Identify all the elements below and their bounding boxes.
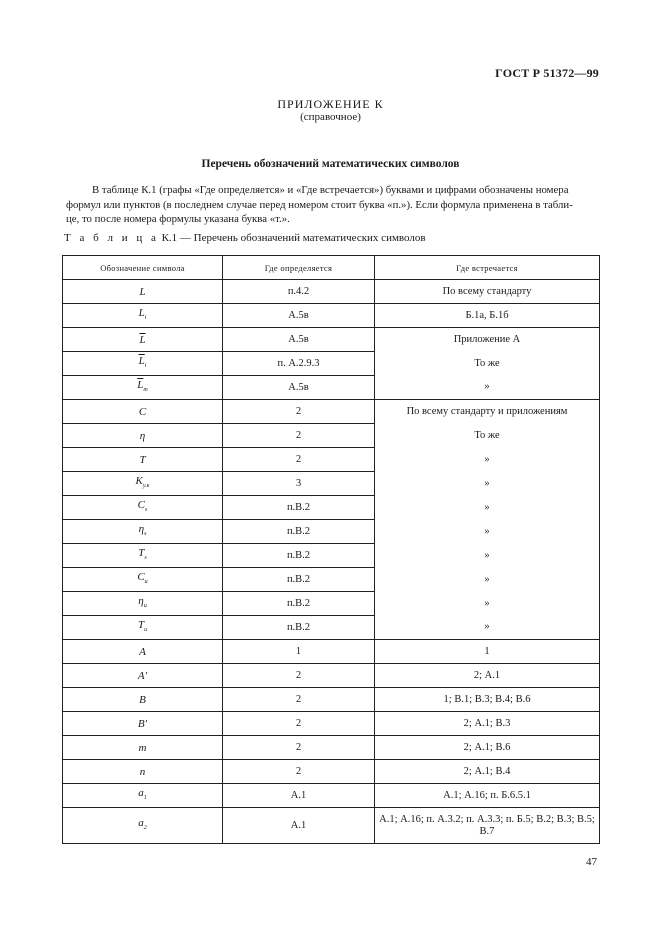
table-row bbox=[63, 568, 600, 592]
symbol-letter: η bbox=[139, 429, 146, 442]
symbol-letter: $\overline{L}$ bbox=[139, 333, 146, 346]
cell-defined: А.1 bbox=[223, 784, 375, 808]
cell-used: По всему стандарту и приложениям bbox=[375, 400, 600, 424]
symbol-letter: T bbox=[138, 547, 145, 559]
cell-defined: 2 bbox=[223, 424, 375, 448]
cell-used: А.1; А.16; п. Б.6.5.1 bbox=[375, 784, 600, 808]
section-title: Перечень обозначений математических символов bbox=[201, 158, 460, 170]
cell-symbol bbox=[63, 520, 223, 544]
cell-used: 2; А.1; В.6 bbox=[375, 736, 600, 760]
symbol-letter: $\overline{L}$ bbox=[137, 379, 144, 391]
cell-defined: А.5в bbox=[223, 328, 375, 352]
table-row bbox=[63, 640, 600, 664]
cell-symbol bbox=[63, 736, 223, 760]
cell-defined: п.В.2 bbox=[223, 616, 375, 640]
cell-symbol bbox=[63, 592, 223, 616]
cell-used: » bbox=[375, 616, 600, 640]
symbol-letter: C bbox=[137, 571, 145, 583]
cell-defined: 2 bbox=[223, 664, 375, 688]
symbol-subscript: i bbox=[144, 315, 147, 321]
symbol-letter: B′ bbox=[137, 717, 148, 730]
cell-symbol bbox=[63, 808, 223, 844]
cell-used: А.1; А.16; п. А.3.2; п. А.3.3; п. Б.5; В.2; В.3; В.5; В.7 bbox=[375, 808, 600, 844]
symbol-subscript: u bbox=[144, 627, 148, 633]
symbols-table bbox=[62, 255, 600, 844]
standard-header: ГОСТ Р 51372—99 bbox=[495, 66, 599, 80]
cell-symbol bbox=[63, 472, 223, 496]
symbol-subscript: s bbox=[145, 507, 148, 513]
paragraph-line: це, то после номера формулы указана буква «т.». bbox=[66, 213, 290, 225]
column-header-used: Где встречается bbox=[375, 256, 600, 280]
table-row bbox=[63, 400, 600, 424]
page-number: 47 bbox=[586, 856, 597, 868]
cell-symbol bbox=[63, 304, 223, 328]
symbol-subscript: у.к bbox=[142, 483, 150, 489]
cell-symbol bbox=[63, 496, 223, 520]
cell-used: » bbox=[375, 472, 600, 496]
cell-defined: п.В.2 bbox=[223, 520, 375, 544]
cell-defined: 2 bbox=[223, 448, 375, 472]
symbol-subscript: i bbox=[144, 363, 147, 369]
table-caption-prefix: Т а б л и ц а bbox=[64, 232, 159, 244]
cell-used: » bbox=[375, 568, 600, 592]
cell-symbol bbox=[63, 640, 223, 664]
cell-defined: 2 bbox=[223, 736, 375, 760]
table-row bbox=[63, 352, 600, 376]
symbol-letter: L bbox=[139, 285, 146, 298]
table-row bbox=[63, 760, 600, 784]
cell-defined: п.В.2 bbox=[223, 592, 375, 616]
table-row bbox=[63, 376, 600, 400]
table-caption-text: К.1 — Перечень обозначений математических символов bbox=[158, 232, 426, 244]
cell-symbol bbox=[63, 280, 223, 304]
symbol-subscript: s bbox=[144, 555, 147, 561]
cell-used: То же bbox=[375, 424, 600, 448]
cell-symbol bbox=[63, 544, 223, 568]
symbol-letter: C bbox=[138, 405, 147, 418]
cell-symbol bbox=[63, 376, 223, 400]
table-row bbox=[63, 808, 600, 844]
table-row bbox=[63, 520, 600, 544]
symbol-letter: L bbox=[138, 307, 145, 319]
table-row bbox=[63, 592, 600, 616]
cell-symbol bbox=[63, 688, 223, 712]
symbol-letter: η bbox=[138, 595, 144, 607]
symbol-letter: T bbox=[137, 619, 145, 631]
cell-defined: А.5в bbox=[223, 376, 375, 400]
cell-defined: А.5в bbox=[223, 304, 375, 328]
table-row bbox=[63, 304, 600, 328]
table-row bbox=[63, 424, 600, 448]
cell-used: 2; А.1; В.3 bbox=[375, 712, 600, 736]
cell-symbol bbox=[63, 760, 223, 784]
column-header-symbol: Обозначение символа bbox=[63, 256, 223, 280]
paragraph-line: формул или пунктов (в последнем случае перед номером стоит буква «п.»). Если формула применена в табли- bbox=[66, 198, 573, 211]
cell-used: 1; В.1; В.3; В.4; В.6 bbox=[375, 688, 600, 712]
cell-symbol bbox=[63, 616, 223, 640]
table-row bbox=[63, 712, 600, 736]
cell-symbol bbox=[63, 352, 223, 376]
cell-defined: п.В.2 bbox=[223, 568, 375, 592]
cell-used: » bbox=[375, 376, 600, 400]
cell-symbol bbox=[63, 784, 223, 808]
cell-defined: 2 bbox=[223, 760, 375, 784]
table-row bbox=[63, 736, 600, 760]
symbol-letter: A′ bbox=[137, 669, 148, 682]
symbol-subscript: 1 bbox=[143, 795, 147, 801]
symbol-letter: a bbox=[138, 787, 144, 799]
symbol-letter: B bbox=[139, 693, 146, 706]
appendix-title: ПРИЛОЖЕНИЕ К bbox=[277, 97, 384, 111]
table-row bbox=[63, 616, 600, 640]
symbol-letter: T bbox=[139, 453, 146, 466]
symbol-letter: K bbox=[135, 475, 143, 487]
table-row bbox=[63, 544, 600, 568]
cell-defined: 2 bbox=[223, 712, 375, 736]
cell-used: » bbox=[375, 592, 600, 616]
cell-defined: 2 bbox=[223, 688, 375, 712]
cell-used: По всему стандарту bbox=[375, 280, 600, 304]
symbol-subscript: m bbox=[143, 387, 148, 393]
cell-defined: п.В.2 bbox=[223, 544, 375, 568]
cell-symbol bbox=[63, 664, 223, 688]
cell-defined: А.1 bbox=[223, 808, 375, 844]
cell-defined: 2 bbox=[223, 400, 375, 424]
cell-used: » bbox=[375, 544, 600, 568]
cell-used: 2; А.1 bbox=[375, 664, 600, 688]
cell-symbol bbox=[63, 424, 223, 448]
cell-defined: 3 bbox=[223, 472, 375, 496]
cell-used: » bbox=[375, 448, 600, 472]
cell-symbol bbox=[63, 400, 223, 424]
table-caption bbox=[64, 232, 426, 244]
cell-used: То же bbox=[375, 352, 600, 376]
cell-defined: п.4.2 bbox=[223, 280, 375, 304]
symbol-letter: A bbox=[139, 645, 146, 658]
table-row bbox=[63, 688, 600, 712]
cell-used: » bbox=[375, 520, 600, 544]
symbol-letter: η bbox=[138, 523, 145, 535]
symbol-letter: $\overline{L}$ bbox=[138, 355, 145, 367]
symbol-letter: n bbox=[139, 765, 146, 778]
column-header-defined: Где определяется bbox=[223, 256, 375, 280]
table-header-row bbox=[63, 256, 600, 280]
cell-used: » bbox=[375, 496, 600, 520]
table-row bbox=[63, 448, 600, 472]
cell-used: 2; А.1; В.4 bbox=[375, 760, 600, 784]
cell-used: Приложение А bbox=[375, 328, 600, 352]
paragraph-line: В таблице К.1 (графы «Где определяется» и «Где встречается») буквами и цифрами обозначены номера bbox=[92, 184, 569, 196]
symbol-letter: m bbox=[138, 741, 147, 754]
table-row bbox=[63, 664, 600, 688]
cell-defined: п. А.2.9.3 bbox=[223, 352, 375, 376]
cell-symbol bbox=[63, 568, 223, 592]
symbol-subscript: u bbox=[143, 603, 147, 609]
cell-used: 1 bbox=[375, 640, 600, 664]
cell-defined: 1 bbox=[223, 640, 375, 664]
intro-paragraph bbox=[66, 183, 596, 227]
symbol-letter: C bbox=[137, 499, 145, 511]
appendix-subtitle: (справочное) bbox=[300, 111, 361, 123]
table-row bbox=[63, 328, 600, 352]
table-row bbox=[63, 784, 600, 808]
symbol-letter: a bbox=[138, 817, 144, 829]
symbol-subscript: s bbox=[144, 531, 147, 537]
symbol-subscript: u bbox=[144, 579, 148, 585]
symbol-subscript: 2 bbox=[143, 825, 147, 831]
cell-used: Б.1а, Б.1б bbox=[375, 304, 600, 328]
table-row bbox=[63, 472, 600, 496]
cell-defined: п.В.2 bbox=[223, 496, 375, 520]
cell-symbol bbox=[63, 712, 223, 736]
table-row bbox=[63, 496, 600, 520]
cell-symbol bbox=[63, 328, 223, 352]
table-row bbox=[63, 280, 600, 304]
cell-symbol bbox=[63, 448, 223, 472]
